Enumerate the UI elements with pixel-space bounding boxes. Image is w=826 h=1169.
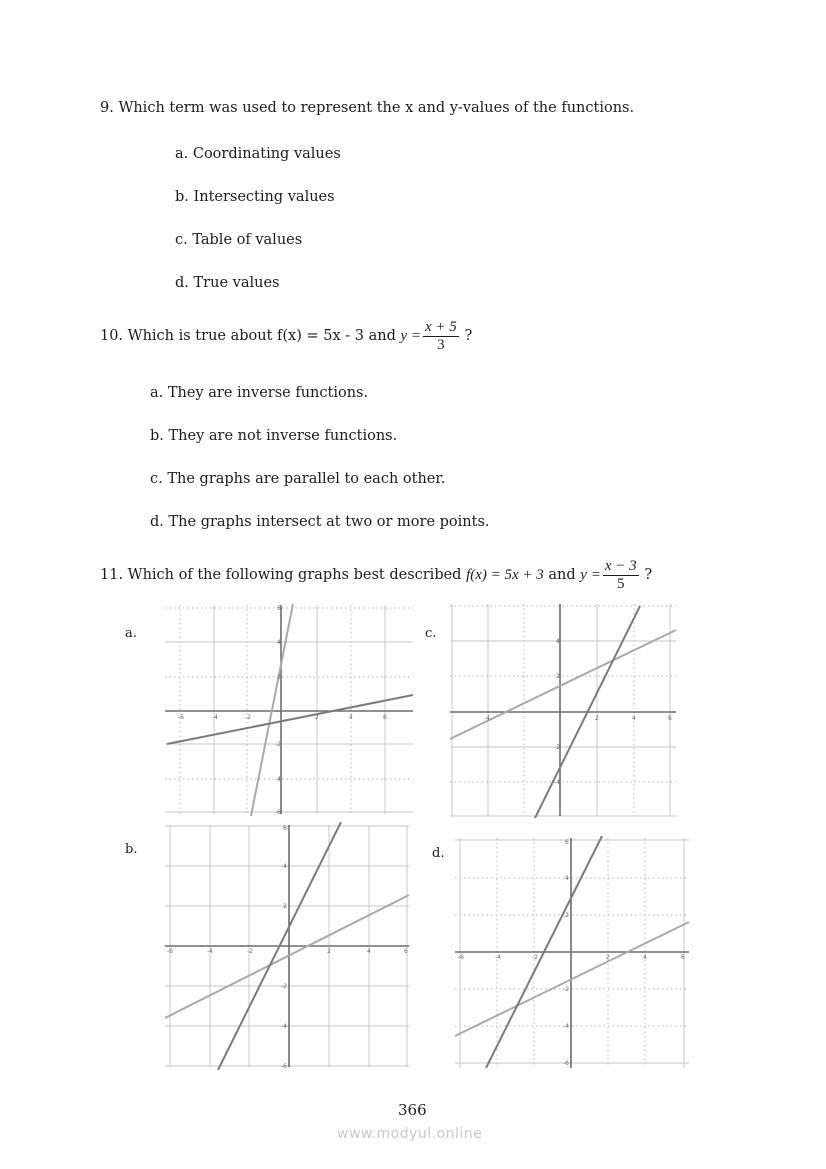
question-10 [100, 319, 472, 354]
q11-equation [580, 558, 644, 592]
graph-c-tick: 4 [556, 638, 560, 645]
graph-d-tick: 6 [565, 839, 569, 846]
q11-and: and [548, 566, 576, 583]
q10-fraction [423, 319, 459, 354]
graph-a-tick: 2 [315, 714, 319, 721]
graph-d-tick: -4 [563, 1023, 569, 1030]
graph-c-tick: -2 [554, 744, 560, 751]
q9-option-d: d. True values [175, 275, 280, 291]
graph-d-tick: -2 [563, 986, 569, 993]
q9-option-a: a. Coordinating values [175, 146, 341, 162]
graph-label-c: c. [425, 626, 437, 641]
graph-d-tick: -6 [563, 1060, 569, 1067]
graph-a-tick: -4 [275, 776, 281, 783]
watermark: www.modyul.online [337, 1126, 483, 1142]
graph-a-tick: -4 [212, 714, 218, 721]
graph-b [165, 822, 411, 1070]
graph-d-tick: 2 [565, 912, 569, 919]
graph-a [165, 602, 415, 816]
graph-c-tick: -4 [484, 715, 490, 722]
page-number: 366 [398, 1101, 427, 1119]
graph-c-tick: -4 [554, 779, 560, 786]
graph-d-tick: 6 [681, 954, 685, 961]
graph-a-grid [165, 605, 413, 814]
graph-d-tick: -4 [495, 954, 501, 961]
graph-c-line-shallow [450, 630, 676, 739]
question-9: 9. Which term was used to represent the x and y-values of the functions. [100, 100, 635, 116]
graph-a-tick: -2 [245, 714, 251, 721]
graph-label-d: d. [432, 846, 445, 861]
graph-d-line-shallow [455, 922, 689, 1036]
graph-a-tick: 6 [383, 714, 387, 721]
q11-prefix: 11. Which of the following graphs best described [100, 566, 462, 583]
graph-b-tick: -6 [167, 948, 173, 955]
graph-b-tick: -4 [281, 1023, 287, 1030]
q10-option-a: a. They are inverse functions. [150, 385, 369, 401]
graph-b-line-shallow [165, 895, 409, 1018]
graph-a-tick: -6 [275, 809, 281, 816]
q10-option-d: d. The graphs intersect at two or more points. [150, 514, 490, 530]
q11-f-expression [466, 567, 544, 583]
graph-c-tick: 4 [632, 715, 636, 722]
q10-numerator: x + 5 [425, 319, 457, 335]
graph-a-line-steep [251, 604, 293, 816]
graph-c-grid [450, 604, 676, 816]
graph-c [450, 602, 678, 818]
graph-a-tick: 4 [349, 714, 353, 721]
graph-d-tick: 2 [606, 954, 610, 961]
graph-d-tick: 4 [643, 954, 647, 961]
q11-denominator: 5 [616, 576, 625, 592]
graph-d-tick: -2 [532, 954, 538, 961]
graph-a-tick: -6 [178, 714, 184, 721]
q10-denominator: 3 [437, 337, 445, 353]
graph-b-tick: -6 [281, 1063, 287, 1070]
graph-b-tick: 4 [367, 948, 371, 955]
q10-equation [400, 319, 464, 353]
graph-b-tick: -2 [247, 948, 253, 955]
question-11 [100, 558, 652, 593]
q11-y-eq: y = [580, 566, 601, 583]
graph-a-tick: -2 [275, 741, 281, 748]
q11-suffix: ? [644, 566, 653, 583]
graph-b-tick: -2 [281, 983, 287, 990]
graph-b-tick: 6 [283, 825, 287, 832]
graph-c-tick: 2 [595, 715, 599, 722]
graph-b-tick: 6 [404, 948, 408, 955]
graph-c-tick: 2 [556, 673, 560, 680]
graph-d-tick: -6 [458, 954, 464, 961]
graph-d-grid [455, 838, 689, 1068]
graph-label-a: a. [125, 626, 137, 641]
q10-prefix: 10. Which is true about f(x) = 5x - 3 and [100, 327, 396, 344]
graph-d-tick: 4 [565, 875, 569, 882]
graph-b-tick: 4 [283, 863, 287, 870]
q10-y-eq: y = [400, 327, 422, 344]
graph-b-tick: 2 [327, 948, 331, 955]
graph-a-tick: 6 [277, 605, 281, 612]
graph-a-line-shallow [167, 695, 413, 744]
q11-f-expr-text: f(x) = 5x + 3 [466, 566, 544, 583]
graph-a-tick: 4 [277, 639, 281, 646]
graph-d [455, 836, 691, 1070]
graph-c-tick: 6 [668, 715, 672, 722]
q10-suffix: ? [464, 327, 473, 344]
graph-a-tick: 2 [277, 674, 281, 681]
graph-label-b: b. [125, 842, 138, 857]
graph-b-tick: -4 [207, 948, 213, 955]
graph-b-tick: 2 [283, 903, 287, 910]
q10-option-c: c. The graphs are parallel to each other. [150, 471, 446, 487]
q10-option-b: b. They are not inverse functions. [150, 428, 398, 444]
q11-fraction [603, 558, 639, 593]
q9-option-b: b. Intersecting values [175, 189, 335, 205]
q9-option-c: c. Table of values [175, 232, 303, 248]
q11-numerator: x − 3 [604, 558, 637, 574]
